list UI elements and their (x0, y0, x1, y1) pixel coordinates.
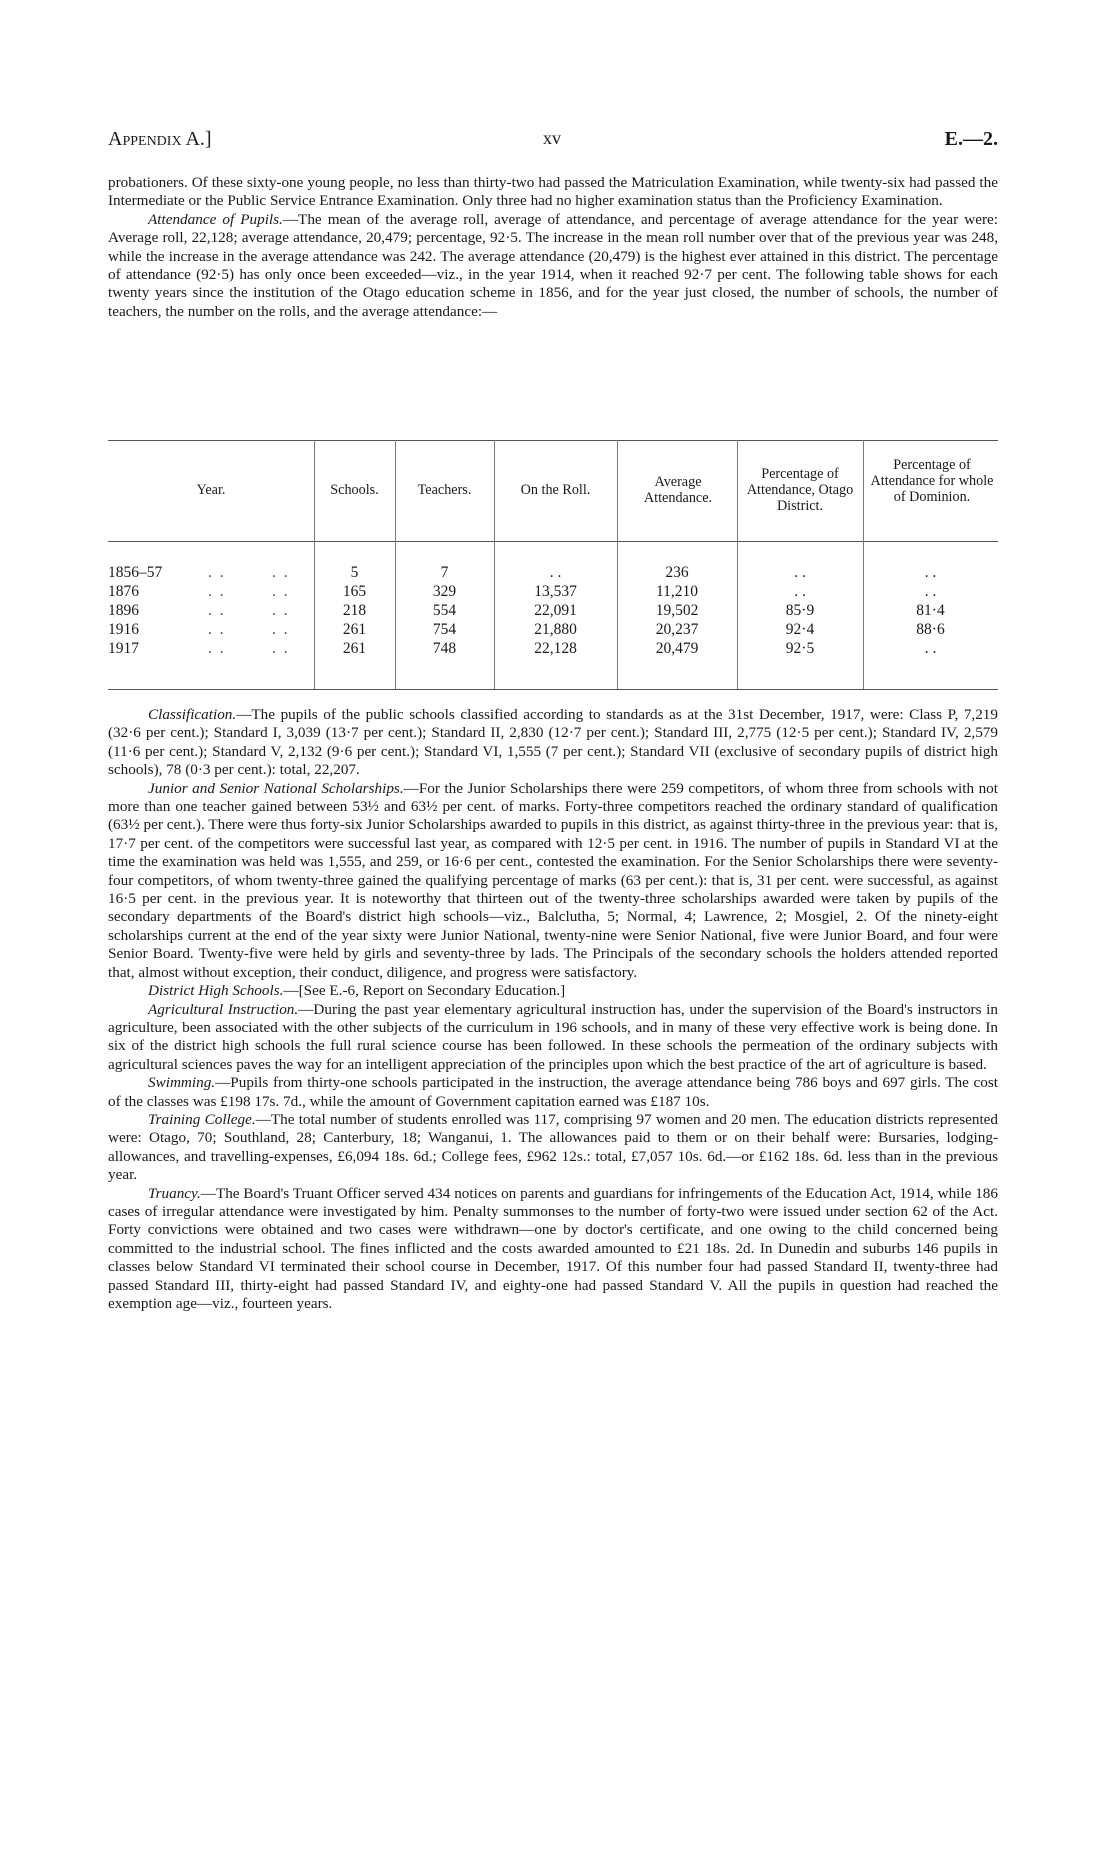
classification-paragraph (108, 706, 998, 780)
cell-teachers: 754 (432, 621, 457, 638)
cell-schools: 218 (342, 602, 367, 619)
scholarships-heading: Junior and Senior National Scholarships. (148, 779, 404, 797)
cell-schools: 261 (342, 640, 367, 657)
agricultural-paragraph (108, 1001, 998, 1075)
cell-year: 1876 (108, 583, 139, 600)
cell-attendance: 20,237 (655, 621, 699, 638)
cell-year: 1856–57 (108, 564, 163, 581)
page-number: xv (543, 128, 561, 148)
training-college-body: —The total number of students enrolled was 117, comprising 97 women and 20 men. The education districts represented were: Otago, 70; Southland, 28; Canterbury, 18; Wanganui, 1. The allowances paid to them or on their behalf were: Bursaries, lodging-allowances, and travelling-expenses, £6,094 18s. 6d.; College fees, £962 12s.: total, £7,057 10s. 6d.—or £162 18s. 6d. less than in the previous year. (108, 1110, 998, 1184)
page-header (108, 128, 998, 158)
scholarships-paragraph (108, 780, 998, 982)
district-high-heading: District High Schools. (148, 982, 284, 1000)
header-year: Year. (196, 482, 226, 498)
cell-schools: 261 (342, 621, 367, 638)
classification-body: —The pupils of the public schools classified according to standards as at the 31st December, 1917, were: Class P, 7,219 (32·6 per cent.); Standard I, 3,039 (13·7 per cent.); Standard II, 2,830 (12·7 per cent.); Standard III, 2,775 (12·5 per cent.); Standard IV, 2,579 (11·6 per cent.); Standard V, 2,132 (9·6 per cent.); Standard VI, 1,555 (7 per cent.); Standard VII (exclusive of secondary pupils of district high schools), 78 (0·3 per cent.): total, 22,207. (108, 706, 998, 779)
table-header-rule (108, 541, 998, 542)
attendance-paragraph (108, 211, 998, 321)
cell-pct-dominion: . . (924, 564, 937, 581)
cell-year: 1916 (108, 621, 139, 638)
cell-schools: 165 (342, 583, 367, 600)
cell-teachers: 554 (432, 602, 457, 619)
header-pct-otago: Percentage of Attendance, Otago District. (746, 466, 854, 514)
training-college-paragraph (108, 1111, 998, 1185)
header-roll: On the Roll. (520, 482, 591, 498)
truancy-heading: Truancy. (148, 1184, 201, 1202)
cell-attendance: 19,502 (655, 602, 699, 619)
header-teachers: Teachers. (417, 482, 472, 498)
cell-schools: 5 (350, 564, 359, 581)
table-bottom-rule (108, 689, 998, 690)
table-row: 1876 . . . . 165 329 13,537 11,210 . . . . (108, 582, 998, 601)
cell-roll: 13,537 (534, 583, 577, 600)
attendance-body: —The mean of the average roll, average of attendance, and percentage of average attendance for the year were: Average roll, 22,128; average attendance, 20,479; percentage, 92·5. The increase in the mean roll number over that of the previous year was 248, while the increase in the average attendance was 242. The average attendance (20,479) is the highest ever attained in this district. The percentage of attendance (92·5) has only once been exceeded—viz., in the year 1914, when it reached 92·7 per cent. The following table shows for each twenty years since the institution of the Otago education scheme in 1856, and for the year just closed, the number of schools, the number of teachers, the number on the rolls, and the average attendance:— (108, 210, 998, 320)
cell-year: 1896 (108, 602, 139, 619)
probationers-paragraph: probationers. Of these sixty-one young people, no less than thirty-two had passed the Matriculation Examination, while twenty-six had passed the Intermediate or the Public Service Entrance Examination. Only three had no higher examination status than the Proficiency Examination. (108, 174, 998, 210)
table-row: 1916 . . . . 261 754 21,880 20,237 92·4 88·6 (108, 620, 998, 639)
appendix-label: Appendix A.] (108, 128, 212, 150)
cell-roll: 22,128 (534, 640, 577, 657)
header-schools: Schools. (330, 482, 379, 498)
cell-attendance: 236 (665, 564, 689, 581)
agricultural-body: —During the past year elementary agricultural instruction has, under the supervision of the Board's instructors in agriculture, been associated with the other subjects of the curriculum in 196 schools, and in many of these very effective work is being done. In six of the district high schools the full rural science course has been followed. In these schools the permeation of the ordinary subjects with agricultural sciences paves the way for an intelligent appreciation of the principles upon which the best practice of the art of agriculture is based. (108, 1000, 998, 1073)
cell-pct-dominion: 81·4 (916, 602, 945, 619)
district-high-body: —[See E.-6, Report on Secondary Education.] (283, 982, 566, 1000)
body-text (108, 706, 998, 1313)
cell-teachers: 7 (440, 564, 449, 581)
classification-heading: Classification. (148, 706, 237, 723)
table-row: 1917 . . . . 261 748 22,128 20,479 92·5 . . (108, 639, 998, 658)
swimming-paragraph (108, 1074, 998, 1111)
district-high-paragraph (108, 982, 998, 1000)
cell-roll: 21,880 (534, 621, 577, 638)
table-top-rule (108, 440, 998, 441)
cell-teachers: 748 (432, 640, 457, 657)
cell-pct-otago: 85·9 (785, 602, 815, 619)
cell-pct-otago: . . (794, 583, 806, 600)
agricultural-heading: Agricultural Instruction. (148, 1000, 299, 1018)
training-college-heading: Training College. (148, 1110, 256, 1128)
cell-teachers: 329 (432, 583, 457, 600)
cell-roll: . . (549, 564, 562, 581)
intro-text (108, 174, 998, 321)
header-average-attendance: Average Attendance. (643, 474, 713, 506)
header-pct-dominion: Percentage of Attendance for whole of Dominion. (870, 457, 994, 505)
swimming-body: —Pupils from thirty-one schools participated in the instruction, the average attendance being 786 boys and 697 girls. The cost of the classes was £198 17s. 7d., while the amount of Government capitation earned was £187 10s. (108, 1074, 998, 1110)
cell-pct-otago: 92·5 (785, 640, 815, 657)
truancy-paragraph (108, 1185, 998, 1314)
table-row: 1896 . . . . 218 554 22,091 19,502 85·9 81·4 (108, 601, 998, 620)
attendance-heading: Attendance of Pupils. (148, 210, 283, 228)
cell-pct-otago: . . (794, 564, 806, 581)
cell-pct-dominion: . . (924, 640, 937, 657)
attendance-table (108, 440, 998, 692)
scholarships-body: —For the Junior Scholarships there were 259 competitors, of whom three from schools with not more than one teacher gained between 53½ and 63½ per cent. of marks. Forty-three competitors reached the ordinary standard of qualification (63½ per cent.). There were thus forty-six Junior Scholarships awarded to pupils in this district, as against thirty-three in the previous year: that is, 17·7 per cent. of the competitors were successful last year, as compared with 12·5 per cent. in 1916. The number of pupils in Standard VI at the time the examination was held was 1,555, and 259, or 16·6 per cent., contested the examination. For the Senior Scholarships there were seventy-four competitors, of whom twenty-three gained the qualifying percentage of marks (63 per cent.): that is, 31 per cent. were successful, as against 16·5 per cent. in the previous year. It is noteworthy that thirteen out of the twenty-three scholarships awarded were taken by pupils of the secondary departments of the Board's district high schools—viz., Balclutha, 5; Normal, 4; Lawrence, 2; Mosgiel, 2. Of the ninety-eight scholarships current at the end of the year sixty were Junior National, twenty-nine were Senior National, five were Junior Board, and four were Senior Board. Twenty-five were held by girls and seventy-three by lads. The Principals of the secondary schools the holders attended reported that, almost without exception, their conduct, diligence, and progress were satisfactory. (108, 779, 998, 981)
swimming-heading: Swimming. (148, 1074, 216, 1092)
cell-pct-dominion: 88·6 (916, 621, 945, 638)
cell-attendance: 20,479 (655, 640, 699, 657)
cell-roll: 22,091 (534, 602, 577, 619)
cell-pct-dominion: . . (924, 583, 937, 600)
cell-year: 1917 (108, 640, 139, 657)
cell-attendance: 11,210 (655, 583, 699, 600)
cell-pct-otago: 92·4 (785, 621, 815, 638)
table-row: 1856–57 . . . . 5 7 . . 236 . . . . (108, 563, 998, 582)
document-code: E.—2. (944, 128, 998, 150)
truancy-body: —The Board's Truant Officer served 434 notices on parents and guardians for infringements of the Education Act, 1914, while 186 cases of irregular attendance were investigated by him. Penalty summonses to the number of forty-two were issued under section 62 of the Act. Forty convictions were obtained and two cases were withdrawn—one by doctor's certificate, and one owing to the child concerned being committed to the industrial school. The fines inflicted and the costs awarded amounted to £21 18s. 2d. In Dunedin and suburbs 146 pupils in classes below Standard VI terminated their school course in December, 1917. Of this number four had passed Standard II, twenty-three had passed Standard III, thirty-eight had passed Standard IV, and eighty-one had passed Standard V. All the pupils in question had reached the exemption age—viz., fourteen years. (108, 1184, 998, 1312)
